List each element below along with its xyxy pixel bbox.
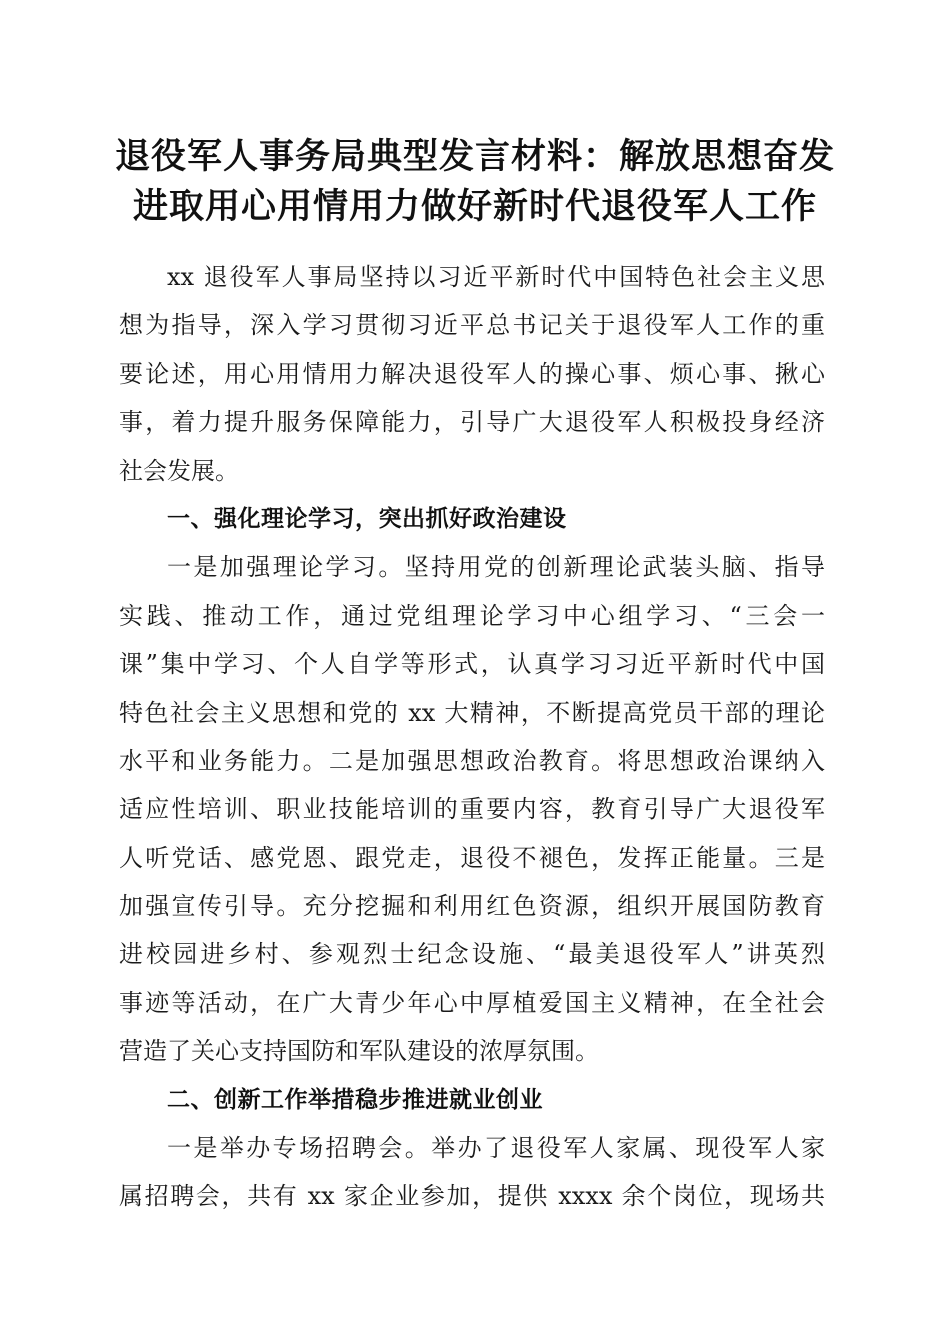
paragraph-line: 事迹等活动，在广大青少年心中厚植爱国主义精神，在全社会 (119, 988, 825, 1017)
title-line: 进取用心用情用力做好新时代退役军人工作 (132, 186, 817, 227)
paragraph-line: 社会发展。 (119, 456, 239, 485)
paragraph-line: 事，着力提升服务保障能力，引导广大退役军人积极投身经济 (119, 408, 825, 437)
paragraph-line: 实践、推动工作，通过党组理论学习中心组学习、“三会一 (119, 601, 825, 630)
section-heading: 一、强化理论学习，突出抓好政治建设 (167, 505, 567, 532)
title-line: 退役军人事务局典型发言材料：解放思想奋发 (114, 136, 835, 177)
paragraph-line: 课”集中学习、个人自学等形式，认真学习习近平新时代中国 (119, 650, 825, 679)
document-body (119, 253, 825, 1221)
section-heading: 二、创新工作举措稳步推进就业创业 (167, 1086, 543, 1113)
paragraph-line: 一是举办专场招聘会。举办了退役军人家属、现役军人家 (167, 1134, 825, 1163)
paragraph-line: 人听党话、感党恩、跟党走，退役不褪色，发挥正能量。三是 (119, 843, 825, 872)
paragraph-line: xx 退役军人事局坚持以习近平新时代中国特色社会主义思 (167, 263, 825, 291)
document-title (100, 132, 850, 232)
paragraph-line: 要论述，用心用情用力解决退役军人的操心事、烦心事、揪心 (119, 359, 825, 388)
section-paragraph (119, 543, 825, 1075)
section-paragraph (119, 1124, 825, 1221)
paragraph-line: 适应性培训、职业技能培训的重要内容，教育引导广大退役军 (119, 795, 825, 824)
paragraph-line: 特色社会主义思想和党的 xx 大精神，不断提高党员干部的理论 (119, 698, 825, 727)
paragraph-line: 属招聘会，共有 xx 家企业参加，提供 xxxx 余个岗位，现场共 (119, 1182, 825, 1211)
paragraph-line: 一是加强理论学习。坚持用党的创新理论武装头脑、指导 (167, 553, 825, 582)
paragraph-line: 进校园进乡村、参观烈士纪念设施、“最美退役军人”讲英烈 (119, 940, 825, 969)
paragraph-line: 水平和业务能力。二是加强思想政治教育。将思想政治课纳入 (119, 746, 825, 775)
paragraph-line: 营造了关心支持国防和军队建设的浓厚氛围。 (119, 1037, 599, 1066)
paragraph-line: 想为指导，深入学习贯彻习近平总书记关于退役军人工作的重 (119, 311, 825, 340)
paragraph-line: 加强宣传引导。充分挖掘和利用红色资源，组织开展国防教育 (119, 892, 825, 921)
intro-paragraph (119, 253, 825, 495)
